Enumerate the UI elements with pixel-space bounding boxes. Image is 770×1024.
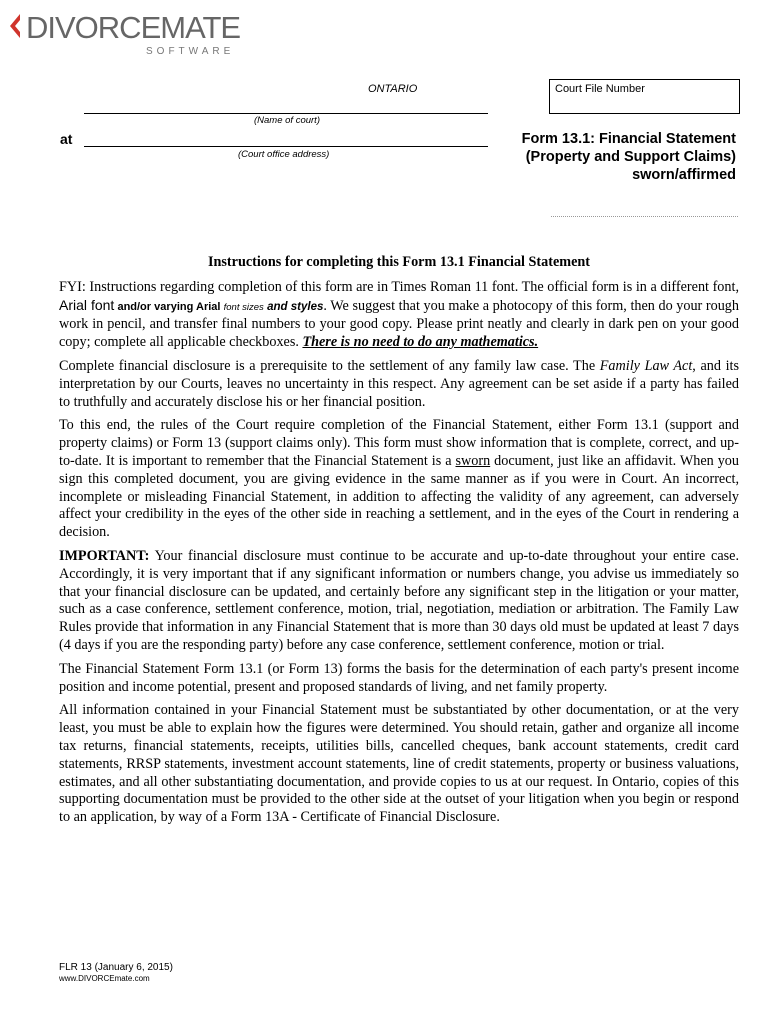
paragraph-fyi — [59, 279, 739, 352]
court-office-address-line[interactable] — [84, 146, 488, 147]
footer — [59, 962, 173, 983]
p2-family-law-act: Family Law Act — [599, 357, 693, 374]
p1-and-styles: and styles — [263, 300, 324, 313]
p1-text-a: FYI: Instructions regarding completion of this form are in Times Roman 11 font. The official form is in a different font, — [59, 278, 739, 295]
court-file-number-label: Court File Number — [555, 83, 645, 95]
form-title: Form 13.1: Financial Statement (Property and Support Claims) sworn/affirmed — [521, 131, 736, 183]
p1-no-math-emphasis: There is no need to do any mathematics. — [302, 334, 539, 351]
logo-brand-text: DIVORCEMATE — [26, 10, 241, 45]
court-file-number-field[interactable] — [549, 79, 740, 114]
p1-font-sizes: font sizes — [223, 301, 264, 313]
p3-text-a: To this end, the rules of the Court require completion of the Financial Statement, either Form 13.1 (support and property claims) or Form 13 (support claims only). This form must show information that is complete, correct, and up-to-date. It is important to remember that the Financial Statement is a — [59, 417, 739, 469]
p3-text-c: document, just like an affidavit. When you sign this completed document, you are giving evidence in the same manner as if you were in Court. An incorrect, incomplete or misleading Financial Statement, in addition to affecting the validity of any agreement, can adversely affect your credibility in the eyes of the other side in reaching a settlement, and in the eyes of the Court in rendering a decision. — [59, 452, 739, 541]
footer-website: www.DIVORCEmate.com — [59, 974, 150, 983]
instructions-body — [59, 254, 739, 833]
court-office-address-caption: (Court office address) — [238, 149, 330, 160]
court-name-caption: (Name of court) — [254, 115, 320, 126]
p2-text-c: , and its interpretation by our Courts, leaves no uncertainty in this respect. Any agreement can be set aside if a party has failed to truthfully and accurately disclose his or her financial position. — [59, 357, 739, 410]
title-divider — [551, 216, 738, 217]
paragraph-basis: The Financial Statement Form 13.1 (or Form 13) forms the basis for the determination of each party's present income position and income potential, present and proposed standards of living, and net family property. — [59, 660, 739, 695]
logo-sub-text: SOFTWARE — [146, 46, 235, 57]
footer-form-ref: FLR 13 (January 6, 2015) — [59, 962, 173, 973]
court-name-line[interactable] — [84, 113, 488, 114]
divorcemate-logo — [8, 8, 241, 58]
at-label: at — [60, 131, 73, 147]
paragraph-substantiation: All information contained in your Financial Statement must be substantiated by other documentation, or at the very least, you must be able to explain how the figures were determined. You should retain, gather and organize all income tax returns, financial statements, receipts, utilities bills, cancelled cheques, bank account statements, credit card statements, RRSP statements, investment account statements, line of credit statements, property or business valuations, estimates, and all other substantiating documentation, and provide copies to us at our request. In Ontario, copies of this supporting documentation must be provided to the other side at the outset of your litigation when you begin or respond to an application, by way of a Form 13A - Certificate of Financial Disclosure. — [59, 702, 739, 826]
p4-important-label: IMPORTANT: — [59, 547, 150, 564]
p1-arial-font: Arial font — [59, 296, 115, 313]
paragraph-disclosure — [59, 358, 739, 411]
province-label: ONTARIO — [368, 83, 418, 95]
p1-arial-bold: and/or varying Arial — [114, 300, 224, 313]
p2-text-a: Complete financial disclosure is a prerequisite to the settlement of any family law case. The — [59, 357, 600, 374]
paragraph-important — [59, 548, 739, 655]
instructions-heading: Instructions for completing this Form 13.1 Financial Statement — [208, 254, 590, 270]
paragraph-rules — [59, 417, 739, 542]
p1-text-f: . We suggest that you make a photocopy of this form, then do your rough work in pencil, and transfer final numbers to your good copy. Please print neatly and clearly in dark pen on your good copy; complete all applicable checkboxes. — [59, 297, 739, 351]
p3-sworn: sworn — [455, 452, 491, 469]
p4-text-b: Your financial disclosure must continue to be accurate and up-to-date throughout your entire case. Accordingly, it is very important that if any significant information or numbers change, you advise us immediately so that your financial disclosure can be updated, and certainly before any significant step in the litigation or your matter, such as a case conference, settlement conference, motion, trial, negotiation, mediation or arbitration. The Family Law Rules provide that information in any Financial Statement that is more than 30 days old must be updated at least 7 days (4 days if you are the responding party) before any case conference, settlement conference, motion or trial. — [59, 547, 739, 653]
